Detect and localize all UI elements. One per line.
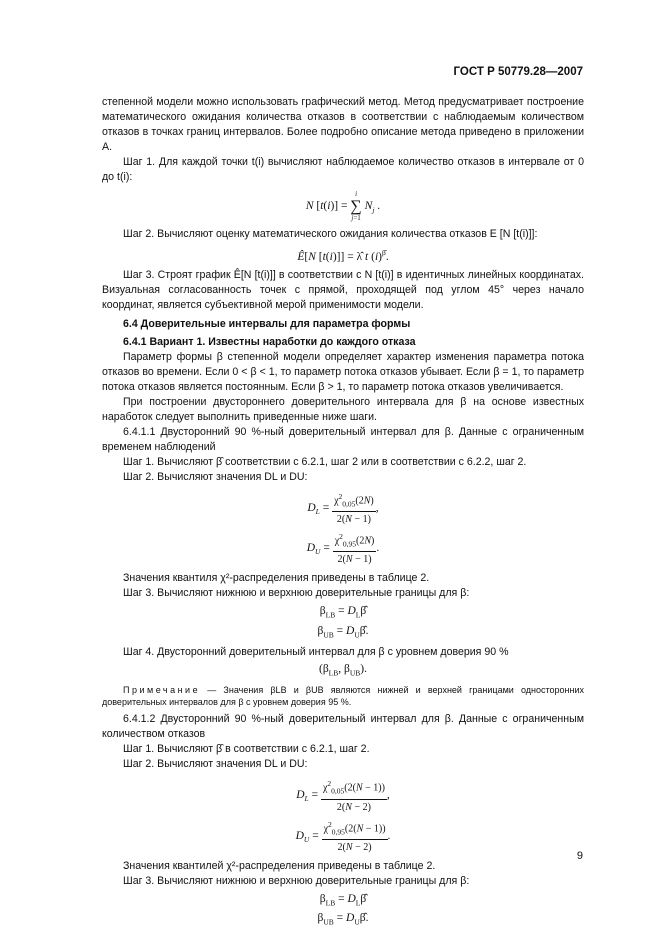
step-1: Шаг 1. Для каждой точки t(i) вычисляют наблюдаемое количество отказов в интервале от 0 до t(i):	[102, 156, 584, 183]
formula-beta-ub-b: $\beta_{UB}$ = $D_U\betâ$.	[317, 912, 369, 927]
variant-b-quantile-note: Значения квантилей χ²-распределения приведены в таблице 2.	[123, 860, 436, 873]
note	[102, 684, 584, 708]
page-number: 9	[576, 850, 583, 862]
subsection-6-4-1-1: 6.4.1.1 Двусторонний 90 %-ный доверительный интервал для β. Данные с ограниченным временем наблюдений	[102, 425, 584, 453]
section-6-4-1-heading: 6.4.1 Вариант 1. Известны наработки до каждого отказа	[123, 335, 416, 348]
formula-dl-failure-truncated: $D_L$ = $\frac{\chi^2_{0,05}(2(N - 1))}{2(N - 2)}$ ,	[102, 776, 584, 814]
formula-observed-failures: N [t(i)] = i ∑ j=1 $N_j$ .	[305, 190, 381, 222]
step-2: Шаг 2. Вычисляют оценку математического ожидания количества отказов E [N [t(i)]]:	[123, 228, 538, 240]
paragraph-build-interval: При построении двустороннего доверительного интервала для β на основе известных наработок следует выполнить приведенные ниже шаги.	[102, 395, 584, 423]
variant-a-quantile-note: Значения квантиля χ²-распределения приведены в таблице 2.	[123, 572, 430, 585]
formula-interval-a: ($\beta_{LB}$, $\beta_{UB}$).	[318, 663, 368, 678]
variant-a-step-2: Шаг 2. Вычисляют значения DL и DU:	[123, 470, 308, 483]
variant-a-step-1: Шаг 1. Вычисляют β̂ соответствии с 6.2.1, шаг 2 или в соответствии с 6.2.2, шаг 2.	[123, 455, 527, 468]
paragraph-shape-parameter: Параметр формы β степенной модели определяет характер изменения параметра потока отказов во времени. Если 0 < β < 1, то параметр потока отказов убывает. Если β = 1, то параметр потока отказов является постоянным. Если β > 1, то параметр потока отказов увеличивается.	[102, 350, 584, 393]
step-3: Шаг 3. Строят график Ê[N [t(i)]] в соответствии с N [t(i)] в идентичных линейных координатах. Визуальная согласованность точек с прямой, проходящей под углом 45° через начало координат, является субъективной мерой применимости модели.	[102, 268, 584, 311]
variant-b-step-2: Шаг 2. Вычисляют значения DL и DU:	[123, 758, 308, 771]
variant-a-step-4: Шаг 4. Двусторонний доверительный интервал для β с уровнем доверия 90 %	[123, 646, 509, 659]
variant-b-step-3: Шаг 3. Вычисляют нижнюю и верхнюю доверительные границы для β:	[123, 875, 470, 888]
subsection-6-4-1-2: 6.4.1.2 Двусторонний 90 %-ный доверительный интервал для β. Данные с ограниченным количеством отказов	[102, 713, 584, 741]
document-body	[102, 95, 584, 930]
formula-beta-lb-b: $\beta_{LB}$ = $D_L\betâ$	[319, 893, 367, 908]
variant-b-step-1: Шаг 1. Вычисляют β̂ в соответствии с 6.2.1, шаг 2.	[123, 743, 370, 756]
note-label: Примечание	[123, 685, 201, 696]
formula-dl-time-truncated: $D_L$ = $\frac{\chi^2_{0,05}(2N)}{2(N - 1)}$ ,	[102, 489, 584, 527]
formula-du-failure-truncated: $D_U$ = $\frac{\chi^2_{0,95}(2(N - 1))}{2(N - 2)}$ .	[102, 817, 584, 855]
formula-beta-lb-a: $\beta_{LB}$ = $D_L\betâ$	[319, 605, 367, 620]
variant-a-step-3: Шаг 3. Вычисляют нижнюю и верхнюю доверительные границы для β:	[123, 587, 470, 600]
formula-du-time-truncated: $D_U$ = $\frac{\chi^2_{0,95}(2N)}{2(N - 1)}$ .	[102, 529, 584, 567]
section-6-4-heading: 6.4 Доверительные интервалы для параметра формы	[123, 317, 411, 330]
formula-beta-ub-a: $\beta_{UB}$ = $D_U\betâ$.	[317, 624, 369, 640]
note-text: — Значения βLB и βUB являются нижней и верхней границами односторонних доверительных интервалов для β с уровнем доверия 95 %.	[102, 685, 584, 708]
document-header: ГОСТ Р 50779.28—2007	[453, 66, 583, 78]
paragraph-intro: степенной модели можно использовать графический метод. Метод предусматривает построение математического ожидания количества отказов в соответствии с наблюдаемым количеством отказов в точках границ интервалов. Более подробно описание метода приведено в приложении А.	[102, 96, 584, 153]
formula-expected-failures: Ê[N [t(i)]] = λ̂ t $(i)^{\betâ}$.	[297, 248, 389, 263]
